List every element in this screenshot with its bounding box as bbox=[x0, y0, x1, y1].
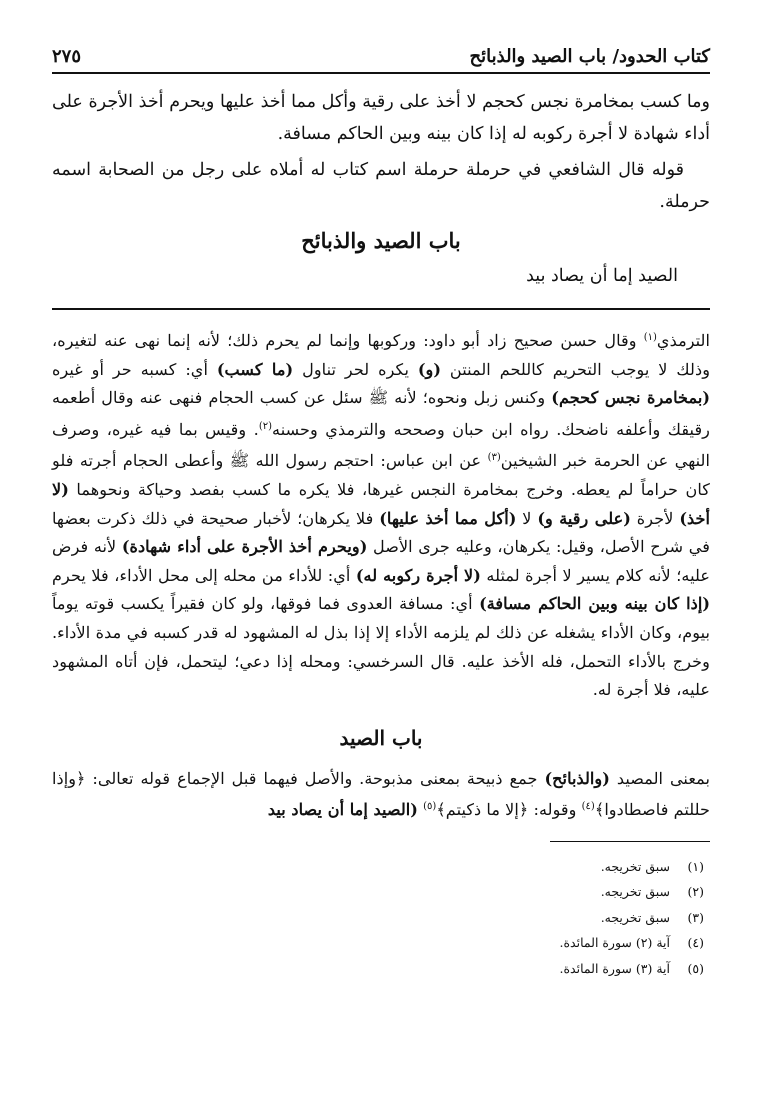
running-title: كتاب الحدود/ باب الصيد والذبائح bbox=[469, 46, 710, 67]
commentary-run: عن ابن عباس: احتجم رسول الله ﷺ وأعطى الحجام أجرته فلو كان حراماً لم يعطه. وخرج بمخامرة النجس غيرها، فلا يكره ما كسب بفصد وحياكة ونحوهما bbox=[52, 451, 710, 499]
footnote-text: سبق تخريجه. bbox=[600, 909, 670, 925]
footnote-marker: (٣) bbox=[487, 452, 501, 464]
commentary-run: جمع ذبيحة بمعنى مذبوحة. والأصل فيهما قبل الإجماع قوله تعالى: ﴿وإذا حللتم فاصطادوا﴾ bbox=[52, 768, 710, 820]
matn-quote: (أكل مما أخذ عليها) bbox=[379, 508, 517, 528]
commentary-run: وكنس زبل ونحوه؛ لأنه ﷺ سئل عن كسب الحجام فنهى عنه وقال أطعمه رقيقك وأعلفه ناضحك. رواه ابن حبان وصححه والترمذي وحسنه bbox=[52, 388, 710, 439]
commentary-paragraph bbox=[52, 765, 710, 825]
footnote-number: (١) bbox=[687, 858, 704, 874]
commentary-run: بمعنى المصيد bbox=[609, 768, 710, 788]
commentary-run: أي: للأداء من محله إلى محل الأداء، فلا يحرم bbox=[52, 565, 356, 585]
page-number: ٢٧٥ bbox=[52, 46, 82, 67]
footnote-rule bbox=[550, 841, 710, 842]
footnote-text: آية (٢) سورة المائدة. bbox=[559, 935, 670, 951]
footnote-number: (٣) bbox=[687, 909, 704, 925]
matn-quote: (الصيد إما أن يصاد بيد bbox=[267, 800, 418, 820]
matn-quote: (إذا كان بينه وبين الحاكم مسافة) bbox=[479, 594, 710, 614]
commentary-run: الترمذي bbox=[656, 331, 710, 350]
commentary-run: لأجرة bbox=[630, 508, 680, 528]
matn-quote: (والذبائح) bbox=[544, 768, 610, 788]
commentary-run: وقوله: ﴿إلا ما ذكيتم﴾ bbox=[436, 800, 582, 820]
footnote-item bbox=[52, 879, 710, 905]
footnote-item bbox=[52, 854, 710, 880]
footnote-marker: (١) bbox=[643, 332, 657, 343]
book-page bbox=[52, 38, 710, 981]
commentary-run: لأنه فرض عليه؛ لأنه كلام يسير لا أجرة لمثله bbox=[52, 537, 710, 585]
footnote-text: سبق تخريجه. bbox=[600, 884, 670, 900]
footnote-number: (٤) bbox=[687, 935, 704, 951]
separator-rule bbox=[52, 308, 710, 310]
footnote-item bbox=[52, 905, 710, 931]
matn-text bbox=[52, 86, 710, 292]
page-header bbox=[52, 38, 710, 74]
commentary-paragraph bbox=[52, 324, 710, 705]
commentary-run: فلا يكرهان؛ لأخبار صحيحة في ذلك ذكرت بعضها في شرح الأصل، وقيل: يكرهان، وعليه جرى الأصل bbox=[52, 508, 710, 557]
footnote-number: (٥) bbox=[687, 960, 704, 976]
matn-quote: (لا أخذ) bbox=[52, 479, 710, 528]
footnote-text: آية (٣) سورة المائدة. bbox=[559, 960, 670, 976]
footnote-marker: (٢) bbox=[258, 420, 273, 432]
commentary-run: أي: مسافة العدوى فما فوقها، ولو كان فقيراً يكسب قوته يوماً بيوم، وكان الأداء يشغله عن ذلك لم يلزمه الأداء إلا إذا بذل له المشهود له قدر كسبه في مدة الأداء. وخرج بالأداء التحمل، فله الأخذ عليه. قال السرخسي: ومحله إذا دعي؛ ليتحمل، فإن أتاه المشهود عليه، فلا أجرة له. bbox=[52, 594, 710, 700]
footnote-number: (٢) bbox=[687, 884, 704, 900]
footnote-text: سبق تخريجه. bbox=[600, 858, 670, 874]
footnote-item bbox=[52, 956, 710, 982]
matn-paragraph: الصيد إما أن يصاد بيد bbox=[526, 266, 678, 286]
matn-quote: (ويحرم أخذ الأجرة على أداء شهادة) bbox=[121, 537, 368, 557]
footnote-item bbox=[52, 930, 710, 956]
commentary-run: وقال حسن صحيح زاد أبو داود: وركوبها وإنما لم يحرم ذلك؛ لأنه إنما نهى عنه لتغيره، وذلك لا يوجب التحريم كاللحم المنتن bbox=[52, 331, 711, 379]
matn-quote: (لا أجرة ركوبه له) bbox=[355, 565, 481, 585]
commentary-run: أي: كسبه حر أو غيره bbox=[52, 359, 217, 379]
footnote-marker: (٤) bbox=[581, 801, 595, 813]
matn-paragraph: وما كسب بمخامرة نجس كحجم لا أخذ على رقية وأكل مما أخذ عليها ويحرم أخذ الأجرة على أداء شهادة لا أجرة ركوبه له إذا كان بينه وبين الحاكم مسافة. bbox=[52, 92, 710, 144]
matn-quote: (على رقية و) bbox=[537, 508, 631, 528]
commentary-heading: باب الصيد bbox=[339, 725, 423, 750]
matn-quote: (ما كسب) bbox=[216, 359, 294, 379]
matn-quote: (و) bbox=[417, 359, 442, 379]
commentary-text bbox=[52, 324, 710, 825]
footnote-marker: (٥) bbox=[423, 801, 437, 813]
commentary-run: لا bbox=[516, 508, 538, 528]
matn-quote: (بمخامرة نجس كحجم) bbox=[551, 388, 710, 408]
commentary-run: يكره لحر تناول bbox=[293, 359, 418, 379]
footnotes-list bbox=[52, 854, 710, 982]
section-heading: باب الصيد والذبائح bbox=[301, 228, 461, 253]
commentary-run: . وقيس بما فيه غيره، وصرف النهي عن الحرمة خبر الشيخين bbox=[52, 419, 710, 471]
matn-paragraph: قوله قال الشافعي في حرملة حرملة اسم كتاب له أملاه على رجل من الصحابة اسمه حرملة. bbox=[52, 160, 710, 212]
